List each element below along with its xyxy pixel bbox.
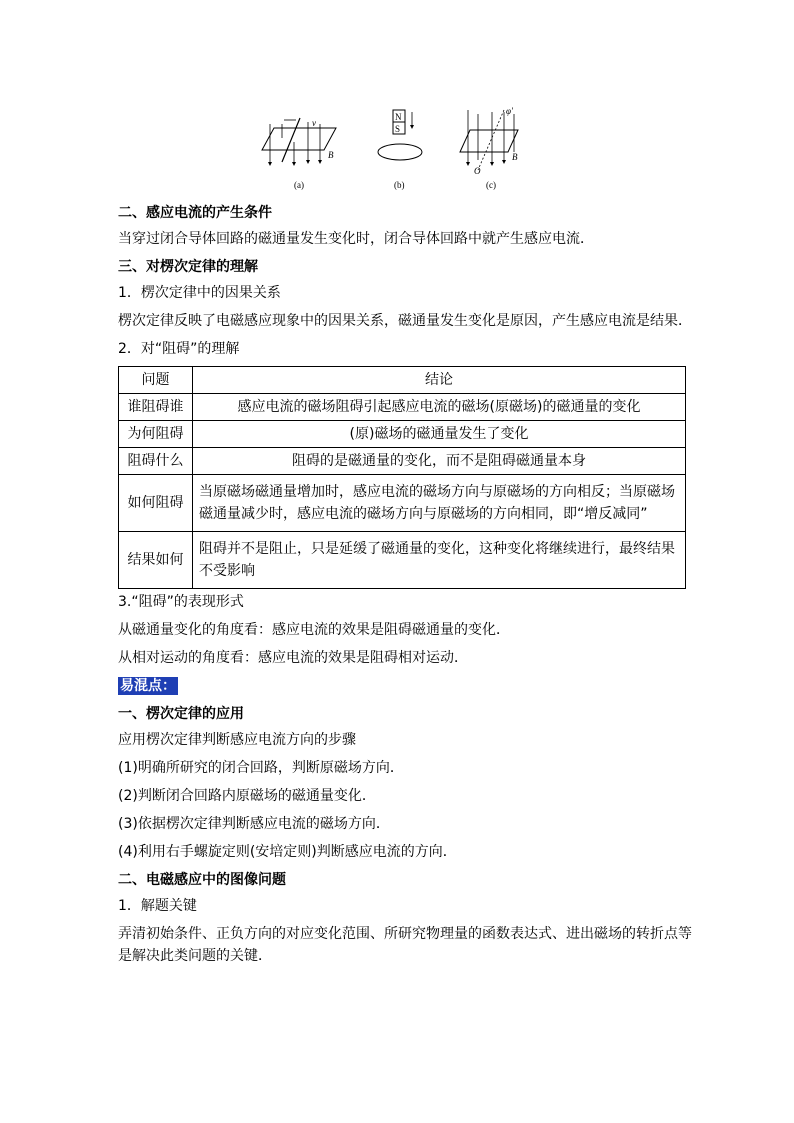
step-item: (3)依据楞次定律判断感应电流的磁场方向． [118,816,390,832]
figure-b [378,110,422,190]
fig-b-caption: (b) [394,180,405,190]
table-cell-question: 为何阻碍 [119,421,193,448]
section-3-sub-3: 3.“阻碍”的表现形式 [118,594,244,610]
section-3-sub-1: 1．楞次定律中的因果关系 [118,285,281,301]
section-3-text-3a: 从磁通量变化的角度看：感应电流的效果是阻碍磁通量的变化． [118,622,510,638]
table-cell-question: 如何阻碍 [119,475,193,532]
table-row [119,532,686,589]
fig-a-caption: (a) [294,180,304,190]
table-cell-question: 谁阻碍谁 [119,394,193,421]
table-header-cell: 问题 [119,367,193,394]
table-row [119,448,686,475]
magnet-n-label: N [395,112,402,122]
table-cell-conclusion: 阻碍并不是阻止，只是延缓了磁通量的变化，这种变化将继续进行，最终结果不受影响 [193,532,686,589]
easy-section-2-text-1: 弄清初始条件、正负方向的对应变化范围、所研究物理量的函数表达式、进出磁场的转折点等是解决此类问题的关键． [118,926,692,964]
table-cell-conclusion: 感应电流的磁场阻碍引起感应电流的磁场(原磁场)的磁通量的变化 [193,394,686,421]
easy-confusion-label: 易混点： [120,678,176,694]
table-row [119,421,686,448]
table-cell-conclusion: (原)磁场的磁通量发生了变化 [193,421,686,448]
table-header-cell: 结论 [193,367,686,394]
section-3-text-1: 楞次定律反映了电磁感应现象中的因果关系，磁通量发生变化是原因，产生感应电流是结果． [118,313,692,329]
fig-c-caption: (c) [486,180,496,190]
section-3-text-3b: 从相对运动的角度看：感应电流的效果是阻碍相对运动． [118,650,468,666]
section-3-sub-2: 2．对“阻碍”的理解 [118,341,240,357]
fig-a-b-label: B [328,150,334,160]
section-2-text: 当穿过闭合导体回路的磁通量发生变化时，闭合导体回路中就产生感应电流． [118,231,594,247]
table-cell-question: 阻碍什么 [119,448,193,475]
table-cell-conclusion: 当原磁场磁通量增加时，感应电流的磁场方向与原磁场的方向相反；当原磁场磁通量减少时，感应电流的磁场方向与原磁场的方向相同，即“增反减同” [193,475,686,532]
table-row [119,475,686,532]
easy-section-2-title: 二、电磁感应中的图像问题 [118,872,286,888]
table-header-row [119,367,686,394]
easy-section-1-title: 一、楞次定律的应用 [118,706,244,722]
fig-c-b-label: B [512,152,518,162]
section-3-title: 三、对楞次定律的理解 [118,259,258,275]
section-2-title: 二、感应电流的产生条件 [118,205,272,221]
content [118,200,698,973]
easy-confusion-label-line [118,675,698,697]
table-cell-conclusion: 阻碍的是磁通量的变化，而不是阻碍磁通量本身 [193,448,686,475]
figure-row [0,104,794,194]
fig-c-o-label: O [474,166,481,176]
step-item: (2)判断闭合回路内原磁场的磁通量变化． [118,788,376,804]
easy-section-1-intro: 应用楞次定律判断感应电流方向的步骤 [118,732,356,748]
figure-a [262,118,336,190]
resistance-table [118,366,686,589]
fig-c-phi-label: φ' [506,106,513,116]
figure-c [460,106,518,190]
table-cell-question: 结果如何 [119,532,193,589]
fig-a-v-label: v [312,118,316,128]
table-row [119,394,686,421]
magnet-s-label: S [395,124,401,134]
step-item: (1)明确所研究的闭合回路，判断原磁场方向． [118,760,404,776]
step-item: (4)利用右手螺旋定则(安培定则)判断感应电流的方向． [118,844,457,860]
easy-section-2-sub-1: 1．解题关键 [118,898,197,914]
